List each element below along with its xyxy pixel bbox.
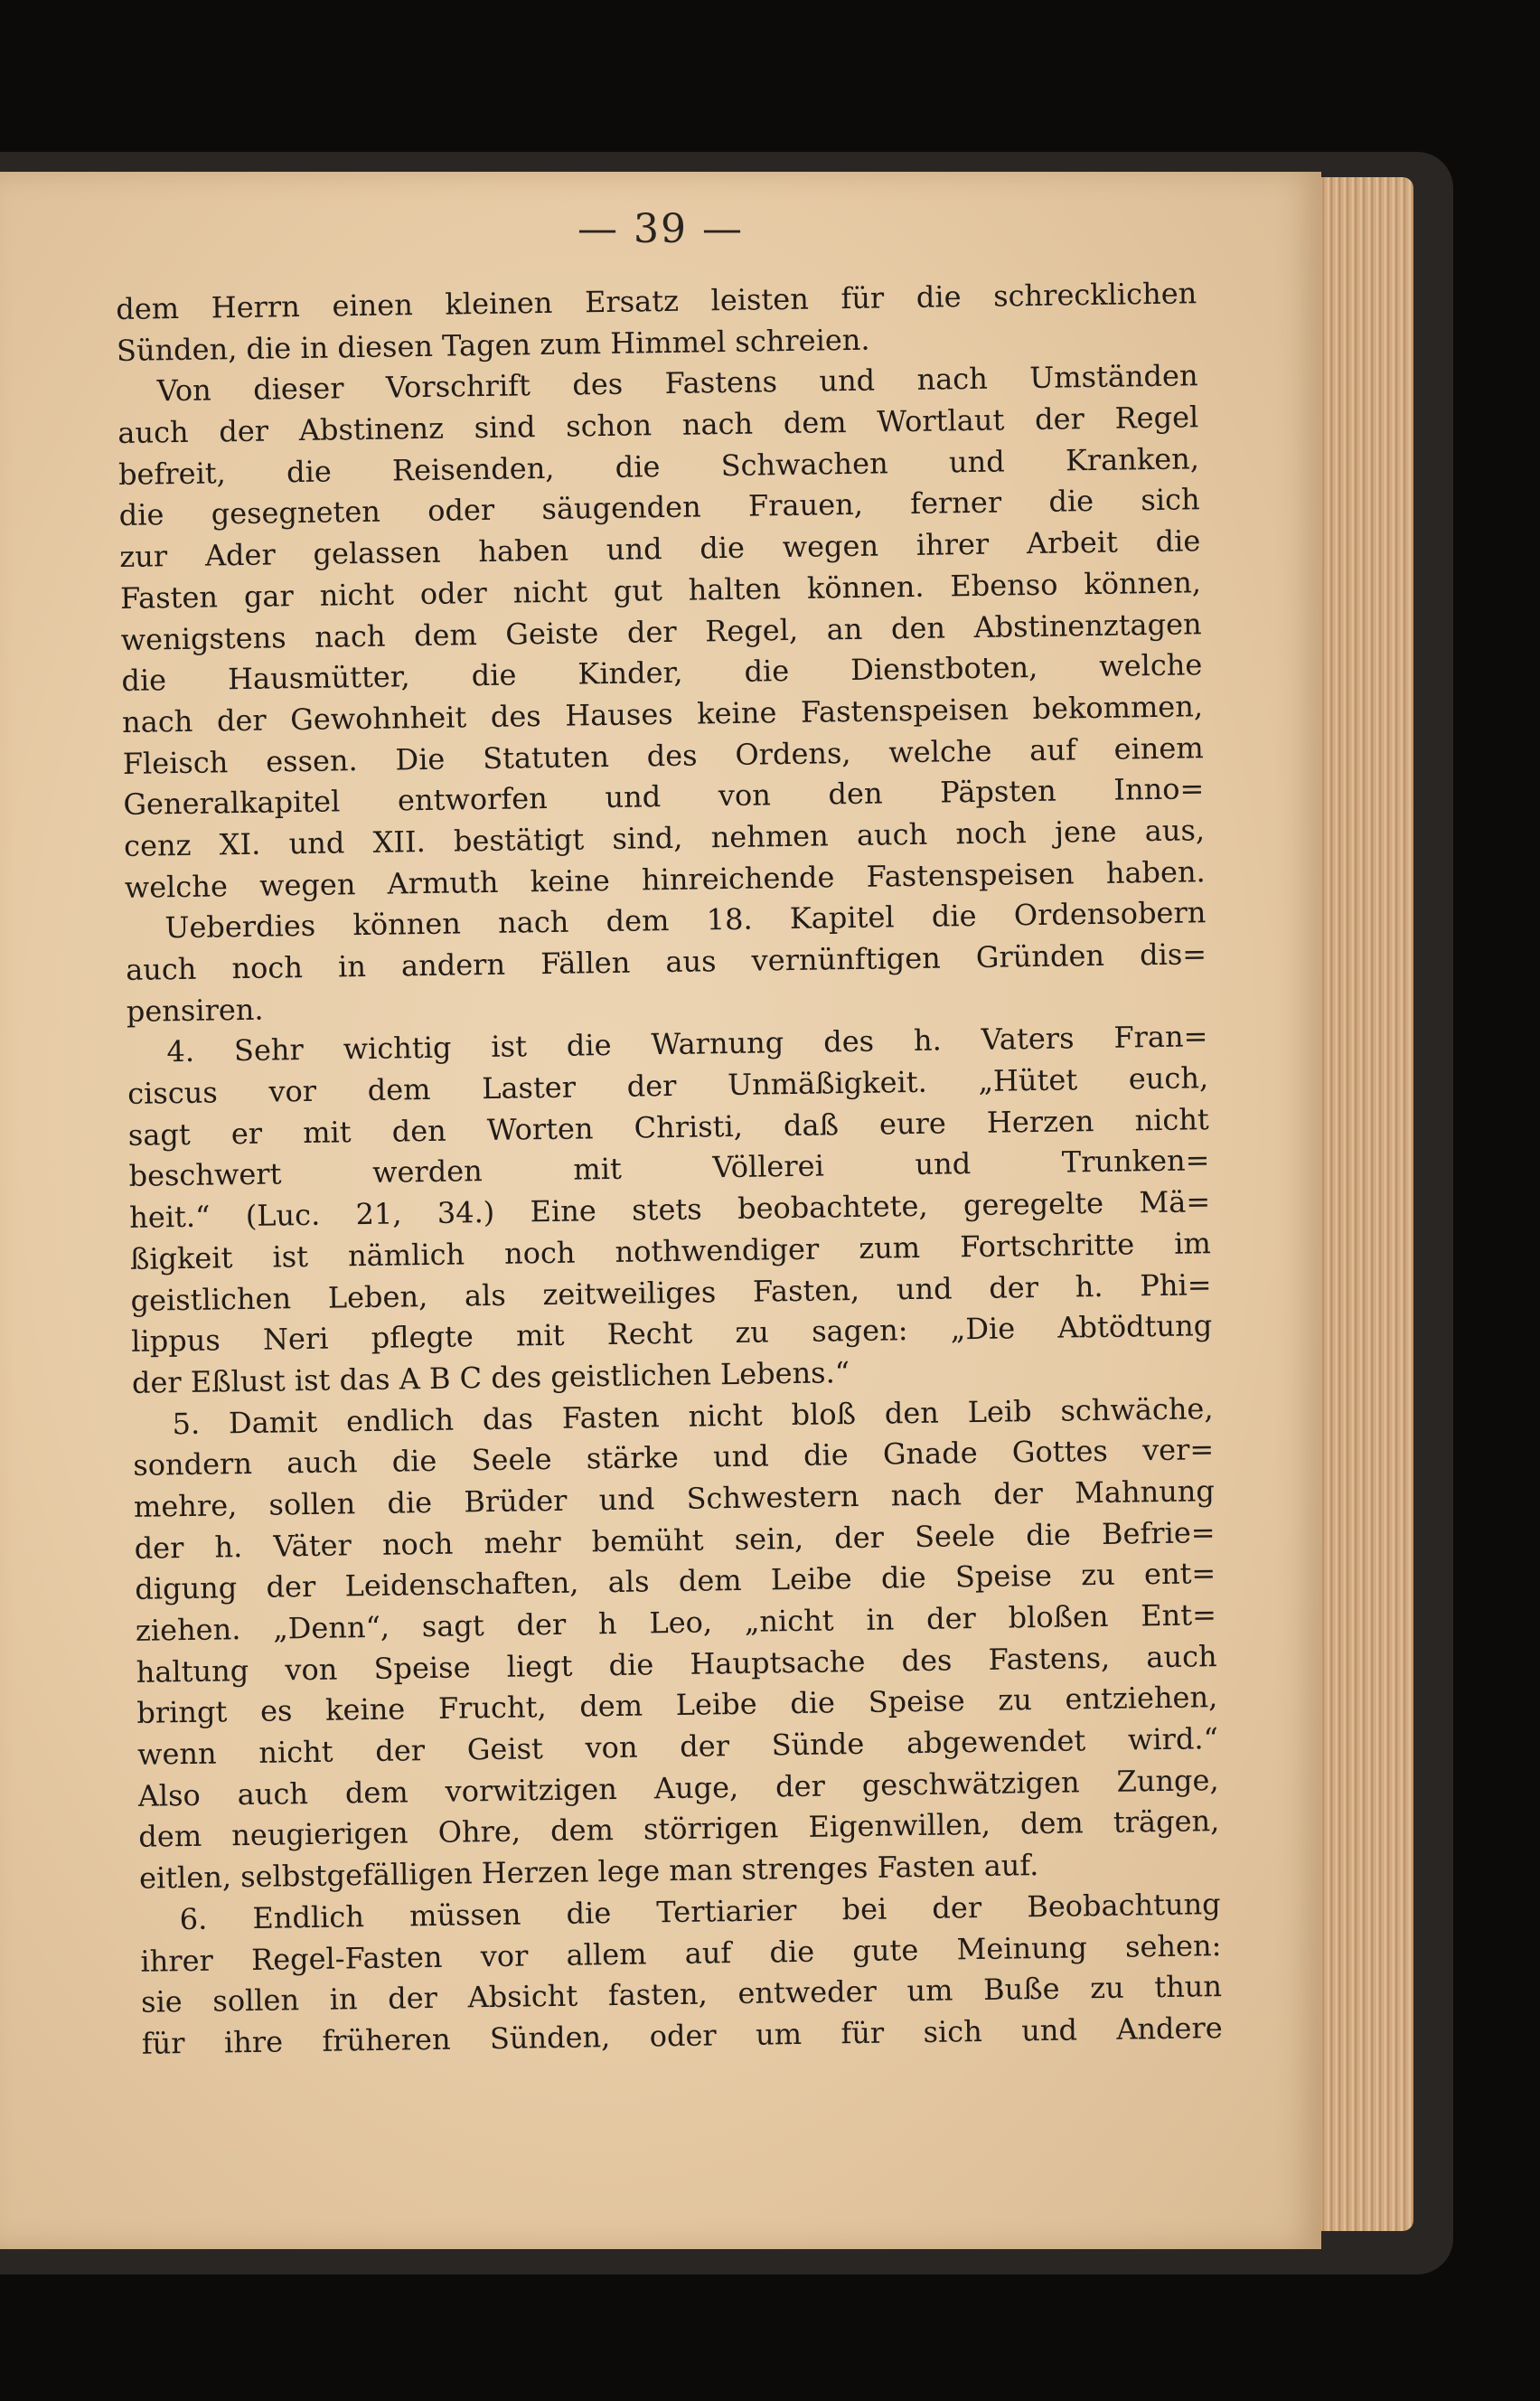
text-line: die Hausmütter, die Kinder, die Dienstboten, welche xyxy=(121,647,1203,699)
text-line: 5. Damit endlich das Fasten nicht bloß den Leib schwäche, xyxy=(172,1390,1214,1441)
text-line: wenigstens nach dem Geiste der Regel, an den Abstinenztagen xyxy=(120,606,1202,657)
text-line: zur Ader gelassen haben und die wegen ihrer Arbeit die xyxy=(119,523,1201,575)
text-line: bringt es keine Frucht, dem Leibe die Speise zu entziehen, xyxy=(136,1680,1218,1731)
text-line: ßigkeit ist nämlich noch nothwendiger zum Fortschritte im xyxy=(129,1225,1212,1276)
body-text xyxy=(116,273,1223,2065)
text-line: befreit, die Reisenden, die Schwachen und Kranken, xyxy=(117,440,1200,492)
text-line: dem Herrn einen kleinen Ersatz leisten für die schrecklichen xyxy=(116,276,1197,326)
text-line: haltung von Speise liegt die Hauptsache des Fastens, auch xyxy=(136,1638,1217,1690)
text-line: mehre, sollen die Brüder und Schwestern nach der Mahnung xyxy=(133,1474,1216,1524)
text-line: sie sollen in der Absicht fasten, entweder um Buße zu thun xyxy=(140,1969,1223,2020)
text-line: ihrer Regel-Fasten vor allem auf die gute Meinung sehen: xyxy=(140,1927,1222,1979)
text-line: wenn nicht der Geist von der Sünde abgewendet wird.“ xyxy=(136,1721,1219,1772)
text-line: für ihre früheren Sünden, oder um für sich und Andere xyxy=(141,2010,1223,2061)
text-line: nach der Gewohnheit des Hauses keine Fastenspeisen bekommen, xyxy=(121,689,1204,739)
text-line: auch der Abstinenz sind schon nach dem Wortlaut der Regel xyxy=(117,400,1199,451)
text-line: sondern auch die Seele stärke und die Gnade Gottes ver= xyxy=(133,1432,1215,1483)
text-line: ciscus vor dem Laster der Unmäßigkeit. „Hütet euch, xyxy=(127,1060,1209,1111)
text-line: Fasten gar nicht oder nicht gut halten können. Ebenso können, xyxy=(119,565,1202,616)
text-line: auch noch in andern Fällen aus vernünftigen Gründen dis= xyxy=(125,937,1207,987)
text-line: Ueberdies können nach dem 18. Kapitel die Ordensobern xyxy=(164,895,1207,946)
book-page xyxy=(0,172,1321,2249)
text-line: lippus Neri pflegte mit Recht zu sagen: „Die Abtödtung xyxy=(130,1308,1213,1360)
text-line: ziehen. „Denn“, sagt der h Leo, „nicht in der bloßen Ent= xyxy=(135,1597,1217,1648)
text-line: Sünden, die in diesen Tagen zum Himmel schreien. xyxy=(116,322,870,368)
text-line: digung der Leidenschaften, als dem Leibe die Speise zu ent= xyxy=(135,1556,1216,1607)
text-line: Von dieser Vorschrift des Fastens und nach Umständen xyxy=(156,358,1198,409)
text-line: cenz XI. und XII. bestätigt sind, nehmen auch noch jene aus, xyxy=(123,813,1206,863)
page-number: — 39 — xyxy=(578,206,744,252)
text-line: beschwert werden mit Völlerei und Trunken= xyxy=(128,1143,1210,1194)
text-line: Also auch dem vorwitzigen Auge, der geschwätzigen Zunge, xyxy=(137,1762,1219,1813)
text-line: der Eßlust ist das A B C des geistlichen Lebens.“ xyxy=(131,1354,850,1400)
text-line: Generalkapitel entworfen und von den Päpsten Inno= xyxy=(123,771,1205,823)
text-line: dem neugierigen Ohre, dem störrigen Eigenwillen, dem trägen, xyxy=(138,1803,1220,1855)
text-line: welche wegen Armuth keine hinreichende Fastenspeisen haben. xyxy=(124,853,1206,905)
text-line: Fleisch essen. Die Statuten des Ordens, welche auf einem xyxy=(122,730,1204,781)
text-line: der h. Väter noch mehr bemüht sein, der Seele die Befrie= xyxy=(134,1514,1216,1566)
text-line: eitlen, selbstgefälligen Herzen lege man strenges Fasten auf. xyxy=(138,1848,1039,1896)
text-line: 4. Sehr wichtig ist die Warnung des h. Vaters Fran= xyxy=(166,1019,1208,1069)
text-line: 6. Endlich müssen die Tertiarier bei der Beobachtung xyxy=(179,1886,1221,1936)
text-line: heit.“ (Luc. 21, 34.) Eine stets beobachtete, geregelte Mä= xyxy=(128,1184,1211,1236)
text-line: sagt er mit den Worten Christi, daß eure Herzen nicht xyxy=(127,1101,1210,1153)
text-line: die gesegneten oder säugenden Frauen, ferner die sich xyxy=(118,482,1200,533)
text-line: pensiren. xyxy=(126,992,264,1029)
text-line: geistlichen Leben, als zeitweiliges Fasten, und der h. Phi= xyxy=(130,1266,1212,1318)
